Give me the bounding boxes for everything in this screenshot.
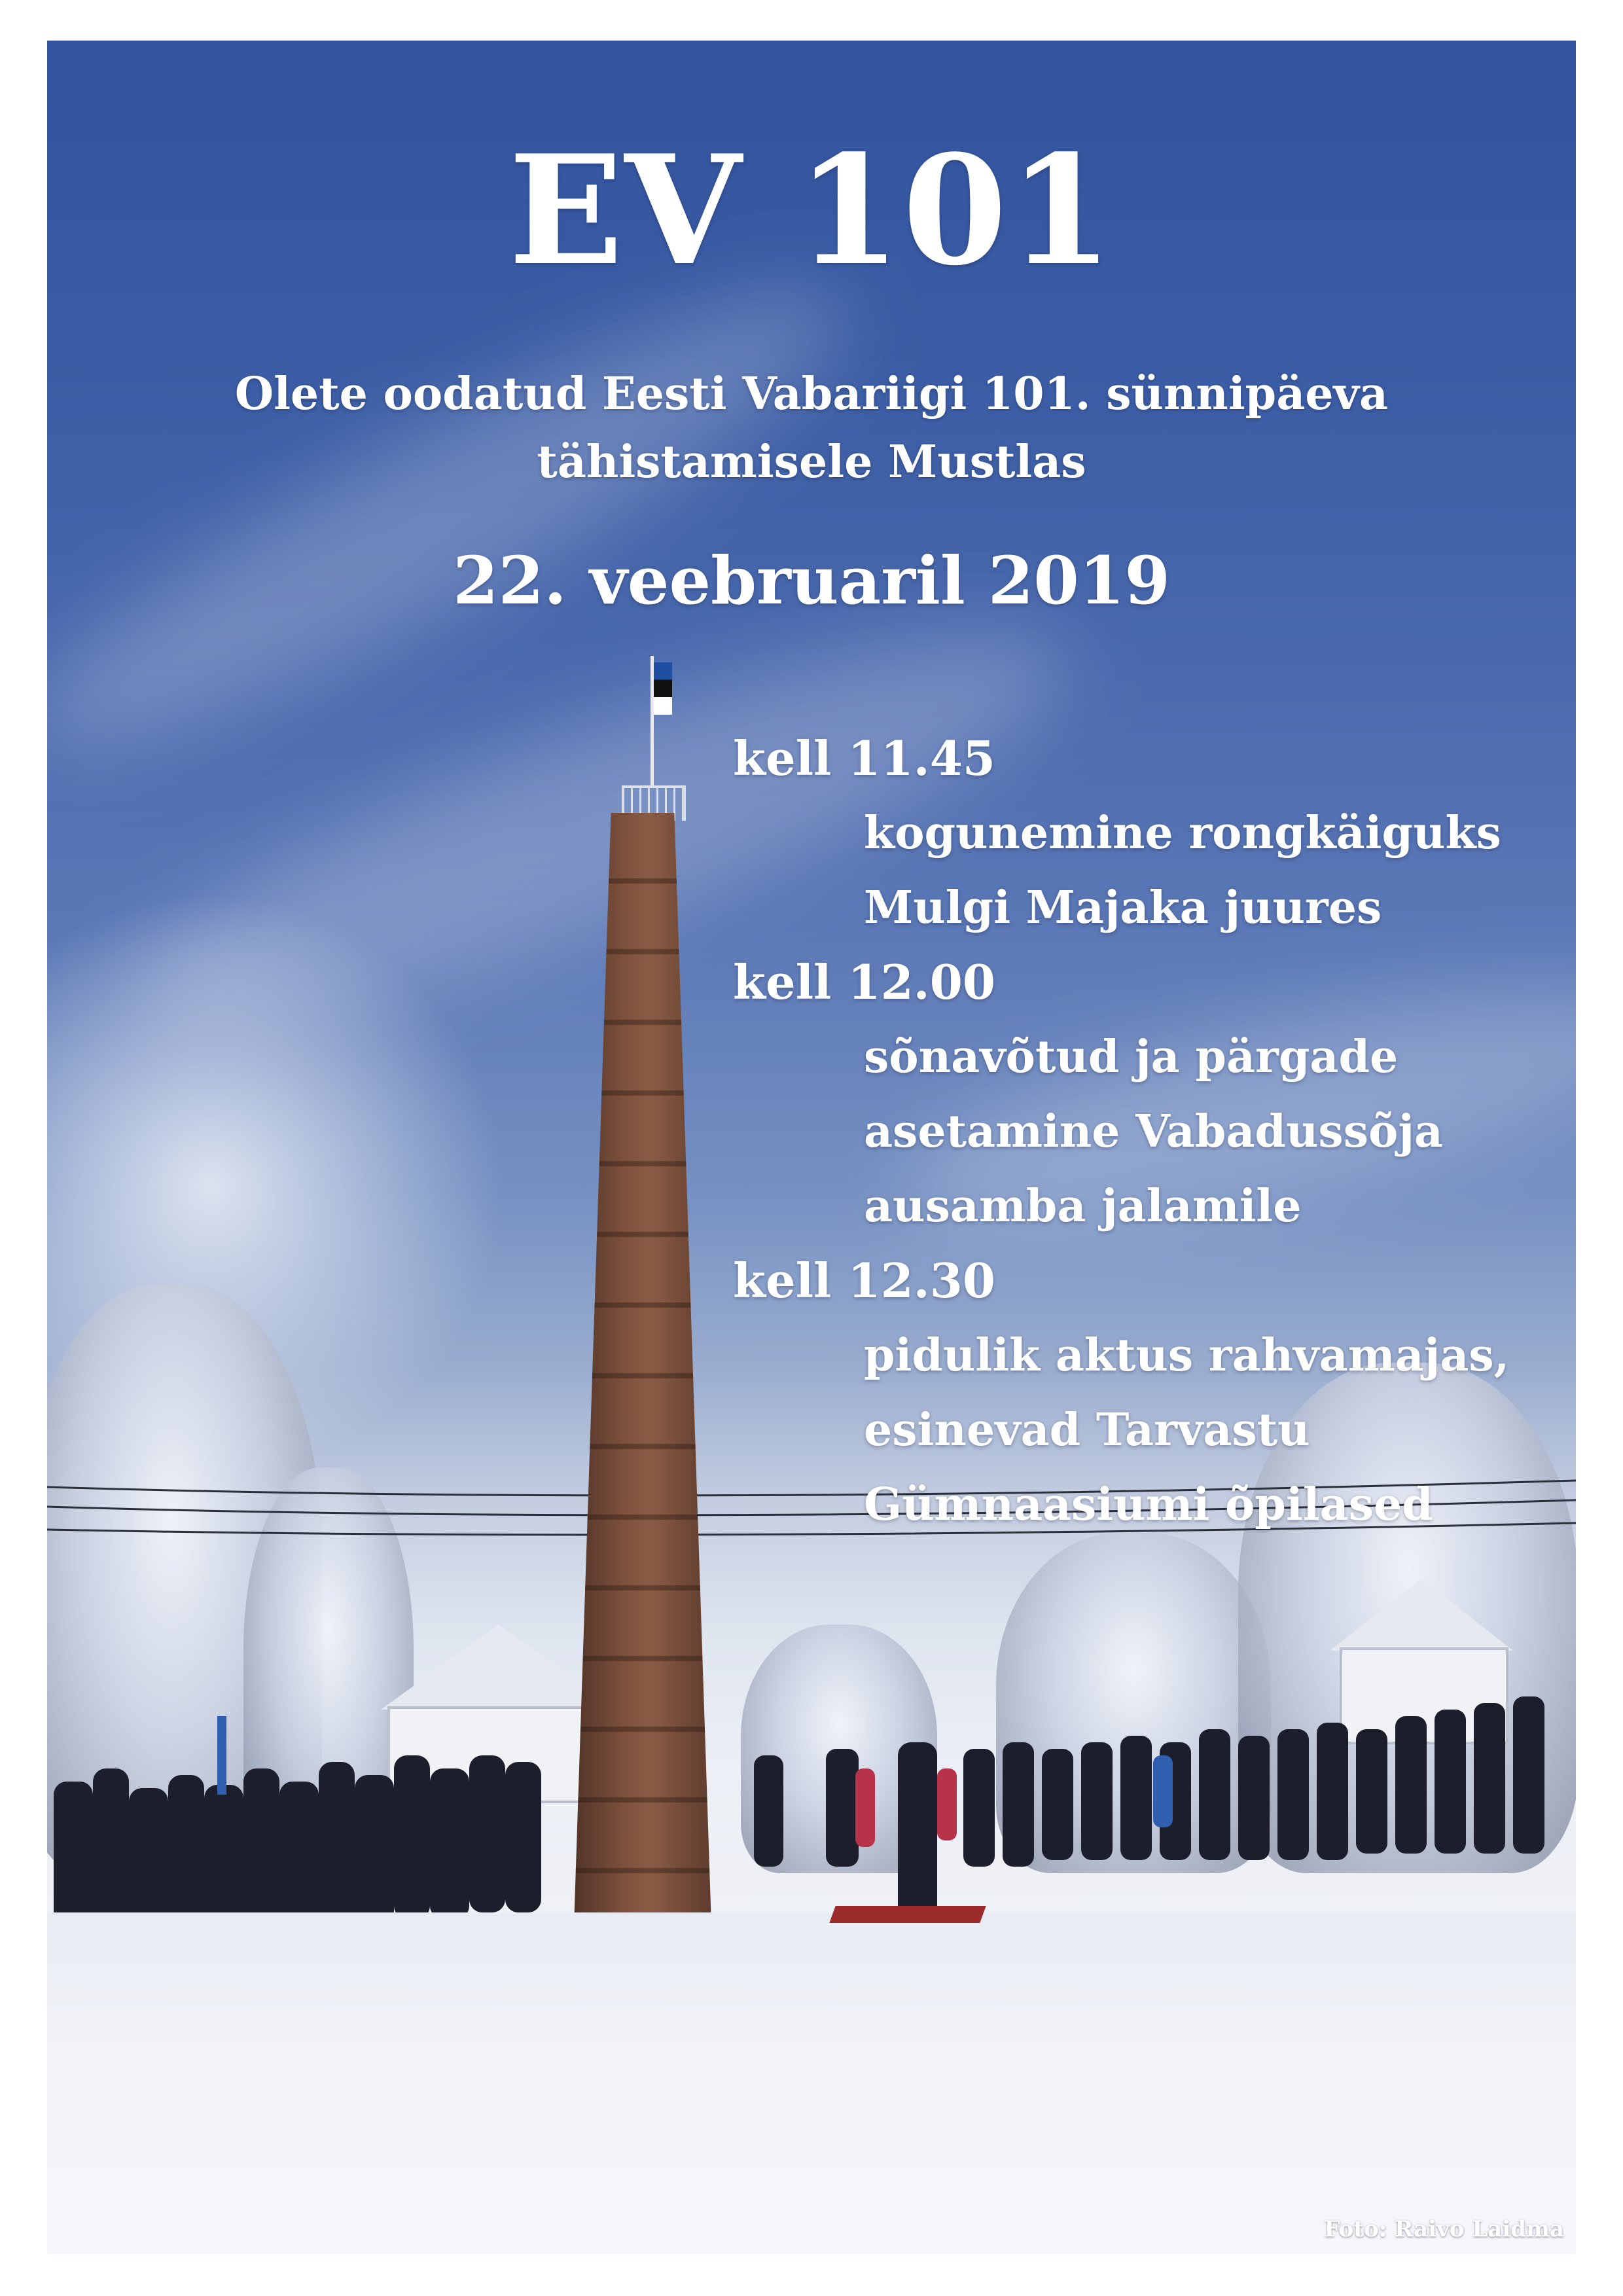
- schedule-time: kell 12.30: [733, 1253, 995, 1308]
- schedule-description: pidulik aktus rahvamajas,: [864, 1329, 1510, 1382]
- schedule-description: sõnavõtud ja pärgade: [864, 1031, 1399, 1083]
- schedule-description: asetamine Vabadussõja: [864, 1105, 1443, 1158]
- poster-photo-background: [47, 41, 1576, 2254]
- poster-text: [47, 41, 1576, 2254]
- schedule-description: Gümnaasiumi õpilased: [864, 1479, 1433, 1531]
- invitation-line-1: Olete oodatud Eesti Vabariigi 101. sünnipäeva: [234, 368, 1389, 420]
- schedule-time: kell 11.45: [733, 730, 995, 786]
- invitation-line-2: tähistamisele Mustlas: [537, 436, 1086, 488]
- schedule-description: kogunemine rongkäiguks: [864, 807, 1501, 859]
- schedule-description: ausamba jalamile: [864, 1180, 1302, 1232]
- poster-title: EV 101: [508, 122, 1115, 299]
- schedule: [733, 721, 1558, 1542]
- photo-credit: Foto: Raivo Laidma: [1324, 2216, 1564, 2242]
- schedule-description: Mulgi Majaka juures: [864, 882, 1382, 934]
- schedule-description: esinevad Tarvastu: [864, 1404, 1310, 1456]
- schedule-time: kell 12.00: [733, 954, 995, 1010]
- event-date: 22. veebruaril 2019: [452, 542, 1171, 619]
